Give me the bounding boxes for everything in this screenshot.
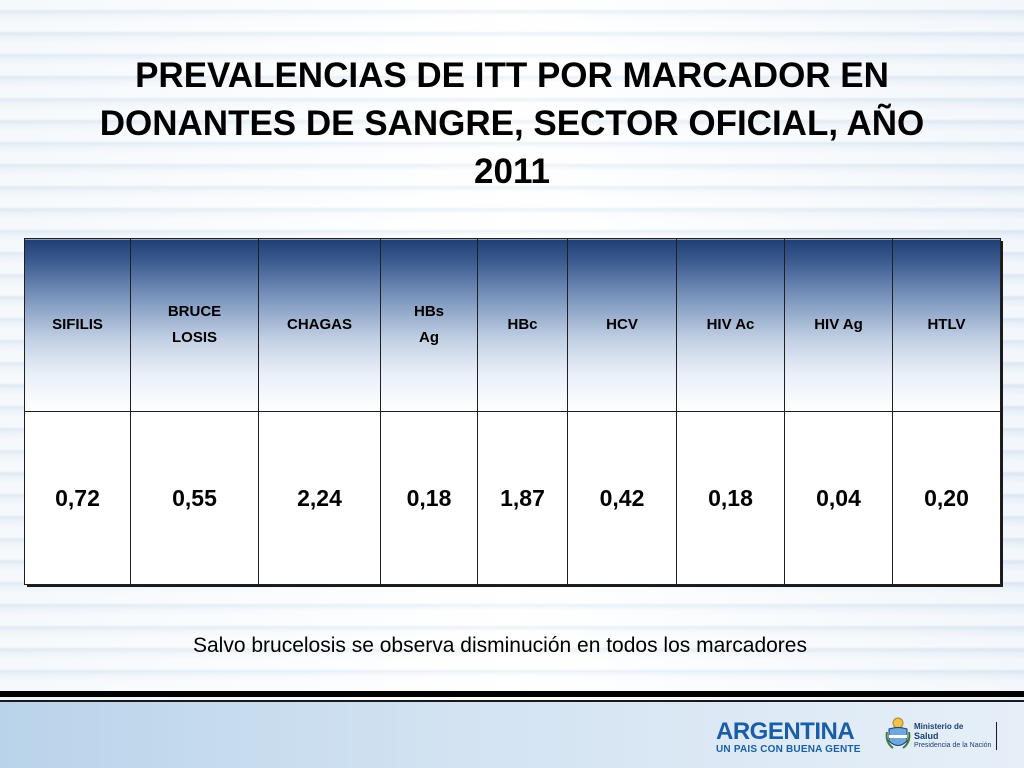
ministry-presidency: Presidencia de la Nación (914, 742, 992, 749)
value-cell-htlv: 0,20 (893, 412, 1001, 585)
value-cell-hbsag: 0,18 (381, 412, 478, 585)
value-cell-sifilis: 0,72 (25, 412, 131, 585)
column-header-hbsag (381, 239, 478, 412)
value-cell-hcv: 0,42 (568, 412, 677, 585)
table-row (25, 412, 1001, 585)
value-cell-hiv-ag: 0,04 (785, 412, 893, 585)
footer-bar (0, 702, 1024, 768)
column-header-chagas (259, 239, 381, 412)
brand-name: ARGENTINA (716, 718, 855, 745)
column-header-label-line2: LOSIS (171, 329, 217, 346)
prevalence-table-container (24, 238, 1000, 584)
value-cell-brucelosis: 0,55 (131, 412, 259, 585)
column-header-label: HBs (413, 303, 444, 320)
column-header-brucelosis (131, 239, 259, 412)
column-header-label: CHAGAS (286, 316, 352, 333)
slide-caption: Salvo brucelosis se observa disminución en todos los marcadores (193, 634, 807, 657)
argentina-brand-logo (716, 720, 864, 756)
column-header-label: HTLV (927, 316, 966, 333)
prevalence-table (24, 238, 1001, 585)
column-header-hcv (568, 239, 677, 412)
column-header-label: HIV Ag (814, 316, 863, 333)
column-header-sifilis (25, 239, 131, 412)
column-header-htlv (893, 239, 1001, 412)
ministry-logo (914, 722, 997, 750)
brand-tagline: UN PAIS CON BUENA GENTE (716, 744, 861, 755)
column-header-hiv-ac (677, 239, 785, 412)
column-header-label: SIFILIS (52, 316, 103, 333)
slide-title: PREVALENCIAS DE ITT POR MARCADOR EN DONANTES DE SANGRE, SECTOR OFICIAL, AÑO 2011 (99, 56, 925, 191)
footer-divider (0, 691, 1024, 697)
column-header-hiv-ag (785, 239, 893, 412)
column-header-label: HCV (606, 316, 638, 333)
column-header-label: BRUCE (167, 303, 222, 320)
coat-of-arms-icon (885, 716, 911, 752)
column-header-label: HBc (507, 316, 538, 333)
column-header-label: HIV Ac (706, 316, 755, 333)
column-header-label-line2: Ag (419, 329, 439, 346)
value-cell-hbc: 1,87 (478, 412, 568, 585)
value-cell-chagas: 2,24 (259, 412, 381, 585)
ministry-line: Ministerio de (914, 722, 964, 731)
ministry-name: Salud (914, 731, 939, 741)
header-row (25, 239, 1001, 412)
value-cell-hiv-ac: 0,18 (677, 412, 785, 585)
column-header-hbc (478, 239, 568, 412)
